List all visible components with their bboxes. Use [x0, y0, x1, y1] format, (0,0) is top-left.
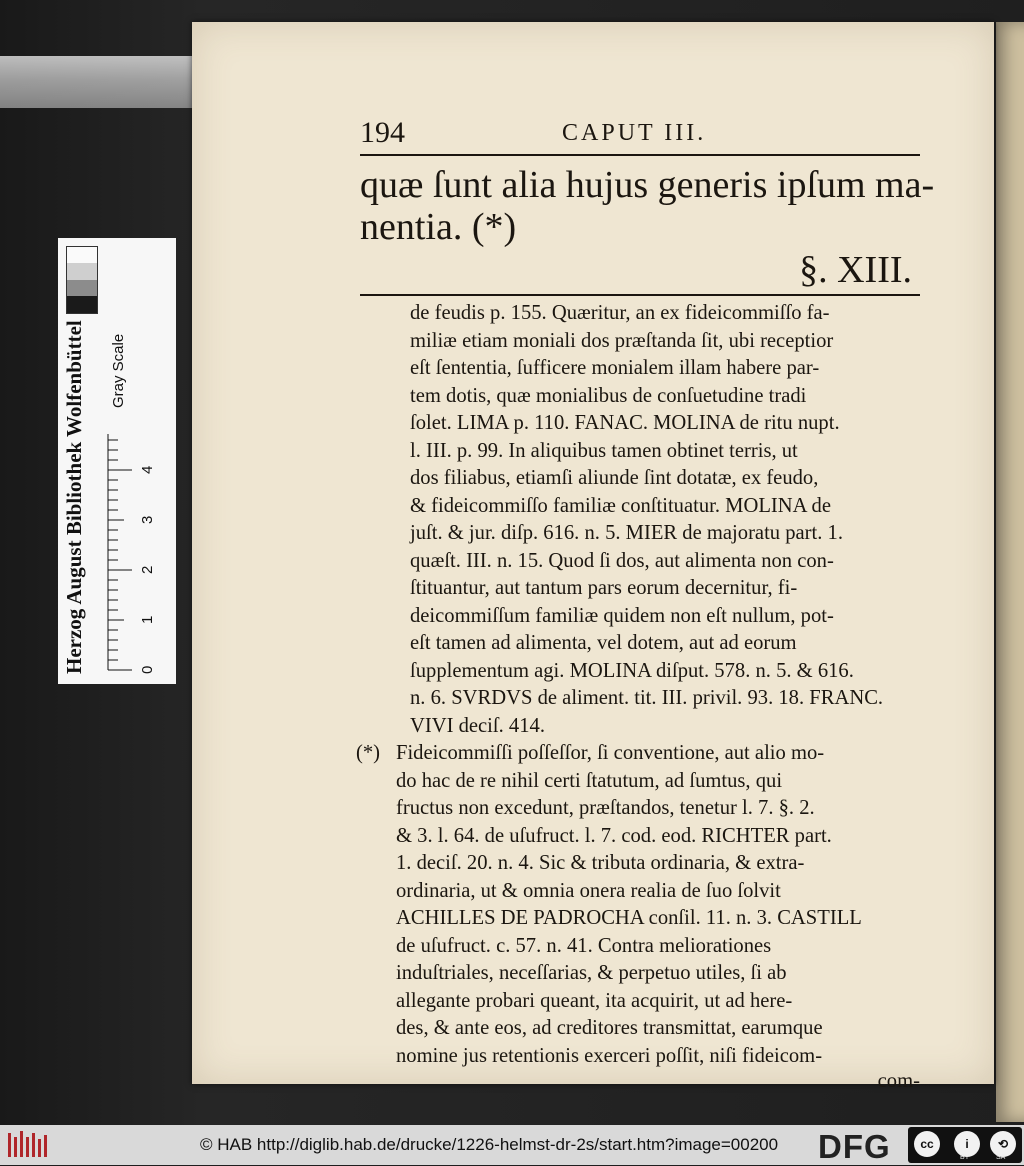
section-rule	[360, 294, 920, 296]
note-line: eſt ſententia, ſufficere monialem illam habere par-	[410, 357, 820, 379]
footer-bar	[0, 1125, 1024, 1165]
cc-license-badge[interactable]	[908, 1127, 1022, 1163]
tick-4: 4	[139, 465, 156, 474]
by-icon: i	[954, 1131, 980, 1157]
tick-3: 3	[139, 515, 156, 524]
note-line: tem dotis, quæ monialibus de conſuetudine tradi	[410, 384, 807, 407]
page-text	[356, 114, 935, 1093]
note-line: deicommiſſum familiæ quidem non eſt nullum, pot-	[410, 604, 834, 627]
running-head: CAPUT III.	[562, 120, 707, 146]
footnote-line: des, & ante eos, ad creditores transmittat, earumque	[396, 1017, 823, 1039]
note-line: ſolet. LIMA p. 110. FANAC. MOLINA de ritu nupt.	[410, 412, 840, 434]
footnote-paragraph	[360, 740, 920, 1070]
note-line: quæſt. III. n. 15. Quod ſi dos, aut alimenta non con-	[410, 549, 834, 572]
note-line: ſtituantur, aut tantum pars eorum decernitur, fi-	[410, 577, 798, 599]
hab-logo-icon	[6, 1129, 48, 1161]
note-line: n. 6. SVRDVS de aliment. tit. III. privil. 93. 18. FRANC.	[410, 687, 884, 709]
note-line: & fideicommiſſo familiæ conſtituatur. MOLINA de	[410, 494, 831, 517]
section-marker: §. XIII.	[799, 249, 912, 291]
note-line: dos filiabus, etiamſi aliunde ſint dotatæ, ex feudo,	[410, 467, 819, 489]
by-label: BY	[960, 1154, 970, 1161]
dfg-logo: DFG	[818, 1128, 891, 1165]
tick-2: 2	[139, 565, 156, 574]
note-line: ſupplementum agi. MOLINA diſput. 578. n. 5. & 616.	[410, 659, 854, 682]
library-name: Herzog August Bibliothek Wolfenbüttel	[62, 320, 86, 674]
footnote-line: do hac de re nihil certi ſtatutum, ad ſumtus, qui	[396, 769, 783, 792]
header-rule	[360, 154, 920, 156]
section-row	[360, 248, 920, 294]
page-header	[360, 114, 920, 154]
gray-patches	[66, 246, 98, 314]
footnote-line: Fideicommiſſi poſſeſſor, ſi conventione, aut alio mo-	[396, 742, 825, 764]
patch-white	[67, 247, 97, 264]
note-line: eſt tamen ad alimenta, vel dotem, aut ad eorum	[410, 632, 797, 654]
footnote-line: allegante probari queant, ita acquirit, ut ad here-	[396, 989, 793, 1012]
note-line: juſt. & jur. diſp. 616. n. 5. MIER de majoratu part. 1.	[410, 522, 843, 544]
footnote-line: de uſufruct. c. 57. n. 41. Contra meliorationes	[396, 934, 772, 957]
footnote-block	[356, 740, 920, 1093]
page-number: 194	[360, 116, 405, 149]
footnote-line: induſtriales, neceſſarias, & perpetuo utiles, ſi ab	[396, 962, 787, 984]
next-page-edge	[996, 22, 1024, 1122]
tick-0: 0	[139, 665, 156, 674]
patch-black	[67, 297, 97, 314]
footnote-line: nomine jus retentionis exerceri poſſit, niſi fideicom-	[396, 1044, 823, 1067]
footnote-line: fructus non excedunt, præſtandos, tenetur l. 7. §. 2.	[396, 797, 815, 819]
note-line: de feudis p. 155. Quæritur, an ex fideicommiſſo fa-	[410, 302, 830, 324]
gray-scale-ruler	[106, 428, 164, 674]
copyright-link[interactable]: © HAB http://diglib.hab.de/drucke/1226-helmst-dr-2s/start.htm?image=00200	[200, 1135, 779, 1154]
footnote-line: 1. deciſ. 20. n. 4. Sic & tributa ordinaria, & extra-	[396, 852, 805, 874]
heading-line-1: quæ ſunt alia hujus generis ipſum ma-	[360, 164, 935, 206]
note-line: VIVI deciſ. 414.	[410, 714, 545, 737]
note-paragraph	[360, 300, 920, 740]
tick-1: 1	[139, 615, 156, 624]
sa-label: SA	[996, 1154, 1006, 1161]
patch-gray	[67, 280, 97, 297]
note-line: miliæ etiam moniali dos præſtanda ſit, ubi receptior	[410, 329, 834, 352]
footnote-marker: (*)	[356, 742, 381, 764]
gray-scale-card	[58, 238, 176, 684]
heading-line-2: nentia. (*)	[360, 206, 517, 248]
footnote-line: ordinaria, ut & omnia onera realia de ſuo ſolvit	[396, 879, 781, 902]
note-line: l. III. p. 99. In aliquibus tamen obtinet terris, ut	[410, 439, 798, 462]
gray-scale-label: Gray Scale	[110, 333, 127, 408]
catchword: com-	[877, 1070, 920, 1092]
footnote-line: ACHILLES DE PADROCHA conſil. 11. n. 3. CASTILL	[396, 907, 862, 929]
cc-icon: cc	[914, 1131, 940, 1157]
footnote-line: & 3. l. 64. de uſufruct. l. 7. cod. eod. RICHTER part.	[396, 824, 832, 847]
sa-icon: ⟲	[990, 1131, 1016, 1157]
patch-light	[67, 264, 97, 281]
